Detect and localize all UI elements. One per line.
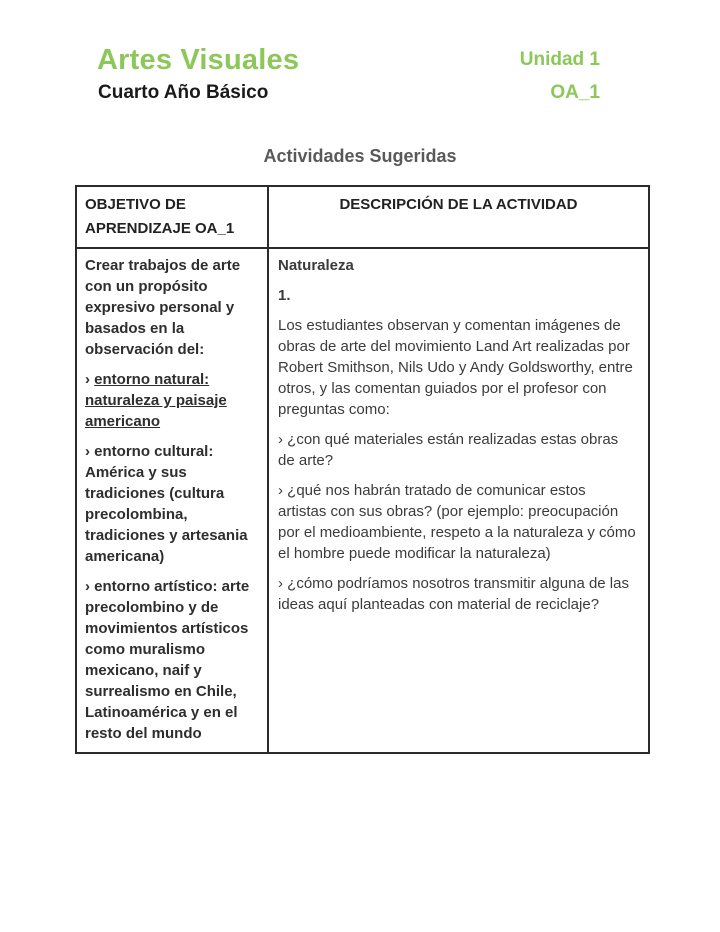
activity-heading: Naturaleza: [278, 257, 354, 274]
header-right-block: [520, 49, 600, 104]
section-title: Actividades Sugeridas: [263, 146, 457, 166]
bullet-marker: ›: [85, 371, 95, 388]
activities-table: [75, 185, 650, 754]
description-header-cell: DESCRIPCIÓN DE LA ACTIVIDAD: [268, 186, 649, 248]
oa-label: OA_1: [550, 82, 600, 103]
activity-question-2: › ¿qué nos habrán tratado de comunicar estos artistas con sus obras? (por ejemplo: preocupación por el medioambiente, respeto a la naturaleza y cómo el hombre puede modificar la naturaleza): [278, 482, 636, 562]
activity-cell: [268, 248, 649, 753]
objective-bullet-natural-text: entorno natural: naturaleza y paisaje americano: [85, 371, 227, 430]
doc-title: Artes Visuales: [97, 44, 300, 76]
activity-question-1: › ¿con qué materiales están realizadas estas obras de arte?: [278, 431, 619, 469]
table-header-row: [76, 186, 649, 248]
objective-cell: [76, 248, 268, 753]
doc-subtitle: Cuarto Año Básico: [98, 82, 269, 103]
objective-intro: Crear trabajos de arte con un propósito expresivo personal y basados en la observación del:: [85, 257, 241, 358]
objective-header-cell: OBJETIVO DE APRENDIZAJE OA_1: [76, 186, 268, 248]
activity-question-3: › ¿cómo podríamos nosotros transmitir alguna de las ideas aquí planteadas con material de reciclaje?: [278, 575, 629, 613]
table-body-row: [76, 248, 649, 753]
activity-paragraph: Los estudiantes observan y comentan imágenes de obras de arte del movimiento Land Art realizadas por Robert Smithson, Nils Udo y Andy Goldsworthy, entre otros, y las comentan guiados por el profesor con preguntas como:: [278, 317, 633, 418]
objective-bullet-natural: [85, 369, 259, 432]
unit-label: Unidad 1: [519, 49, 600, 70]
objective-bullet-cultural: › entorno cultural: América y sus tradiciones (cultura precolombina, tradiciones y artesania americana): [85, 443, 248, 565]
activity-number: 1.: [278, 287, 291, 304]
objective-bullet-artistic: › entorno artístico: arte precolombino y de movimientos artísticos como muralismo mexicano, naif y surrealismo en Chile, Latinoamérica y en el resto del mundo: [85, 578, 250, 742]
